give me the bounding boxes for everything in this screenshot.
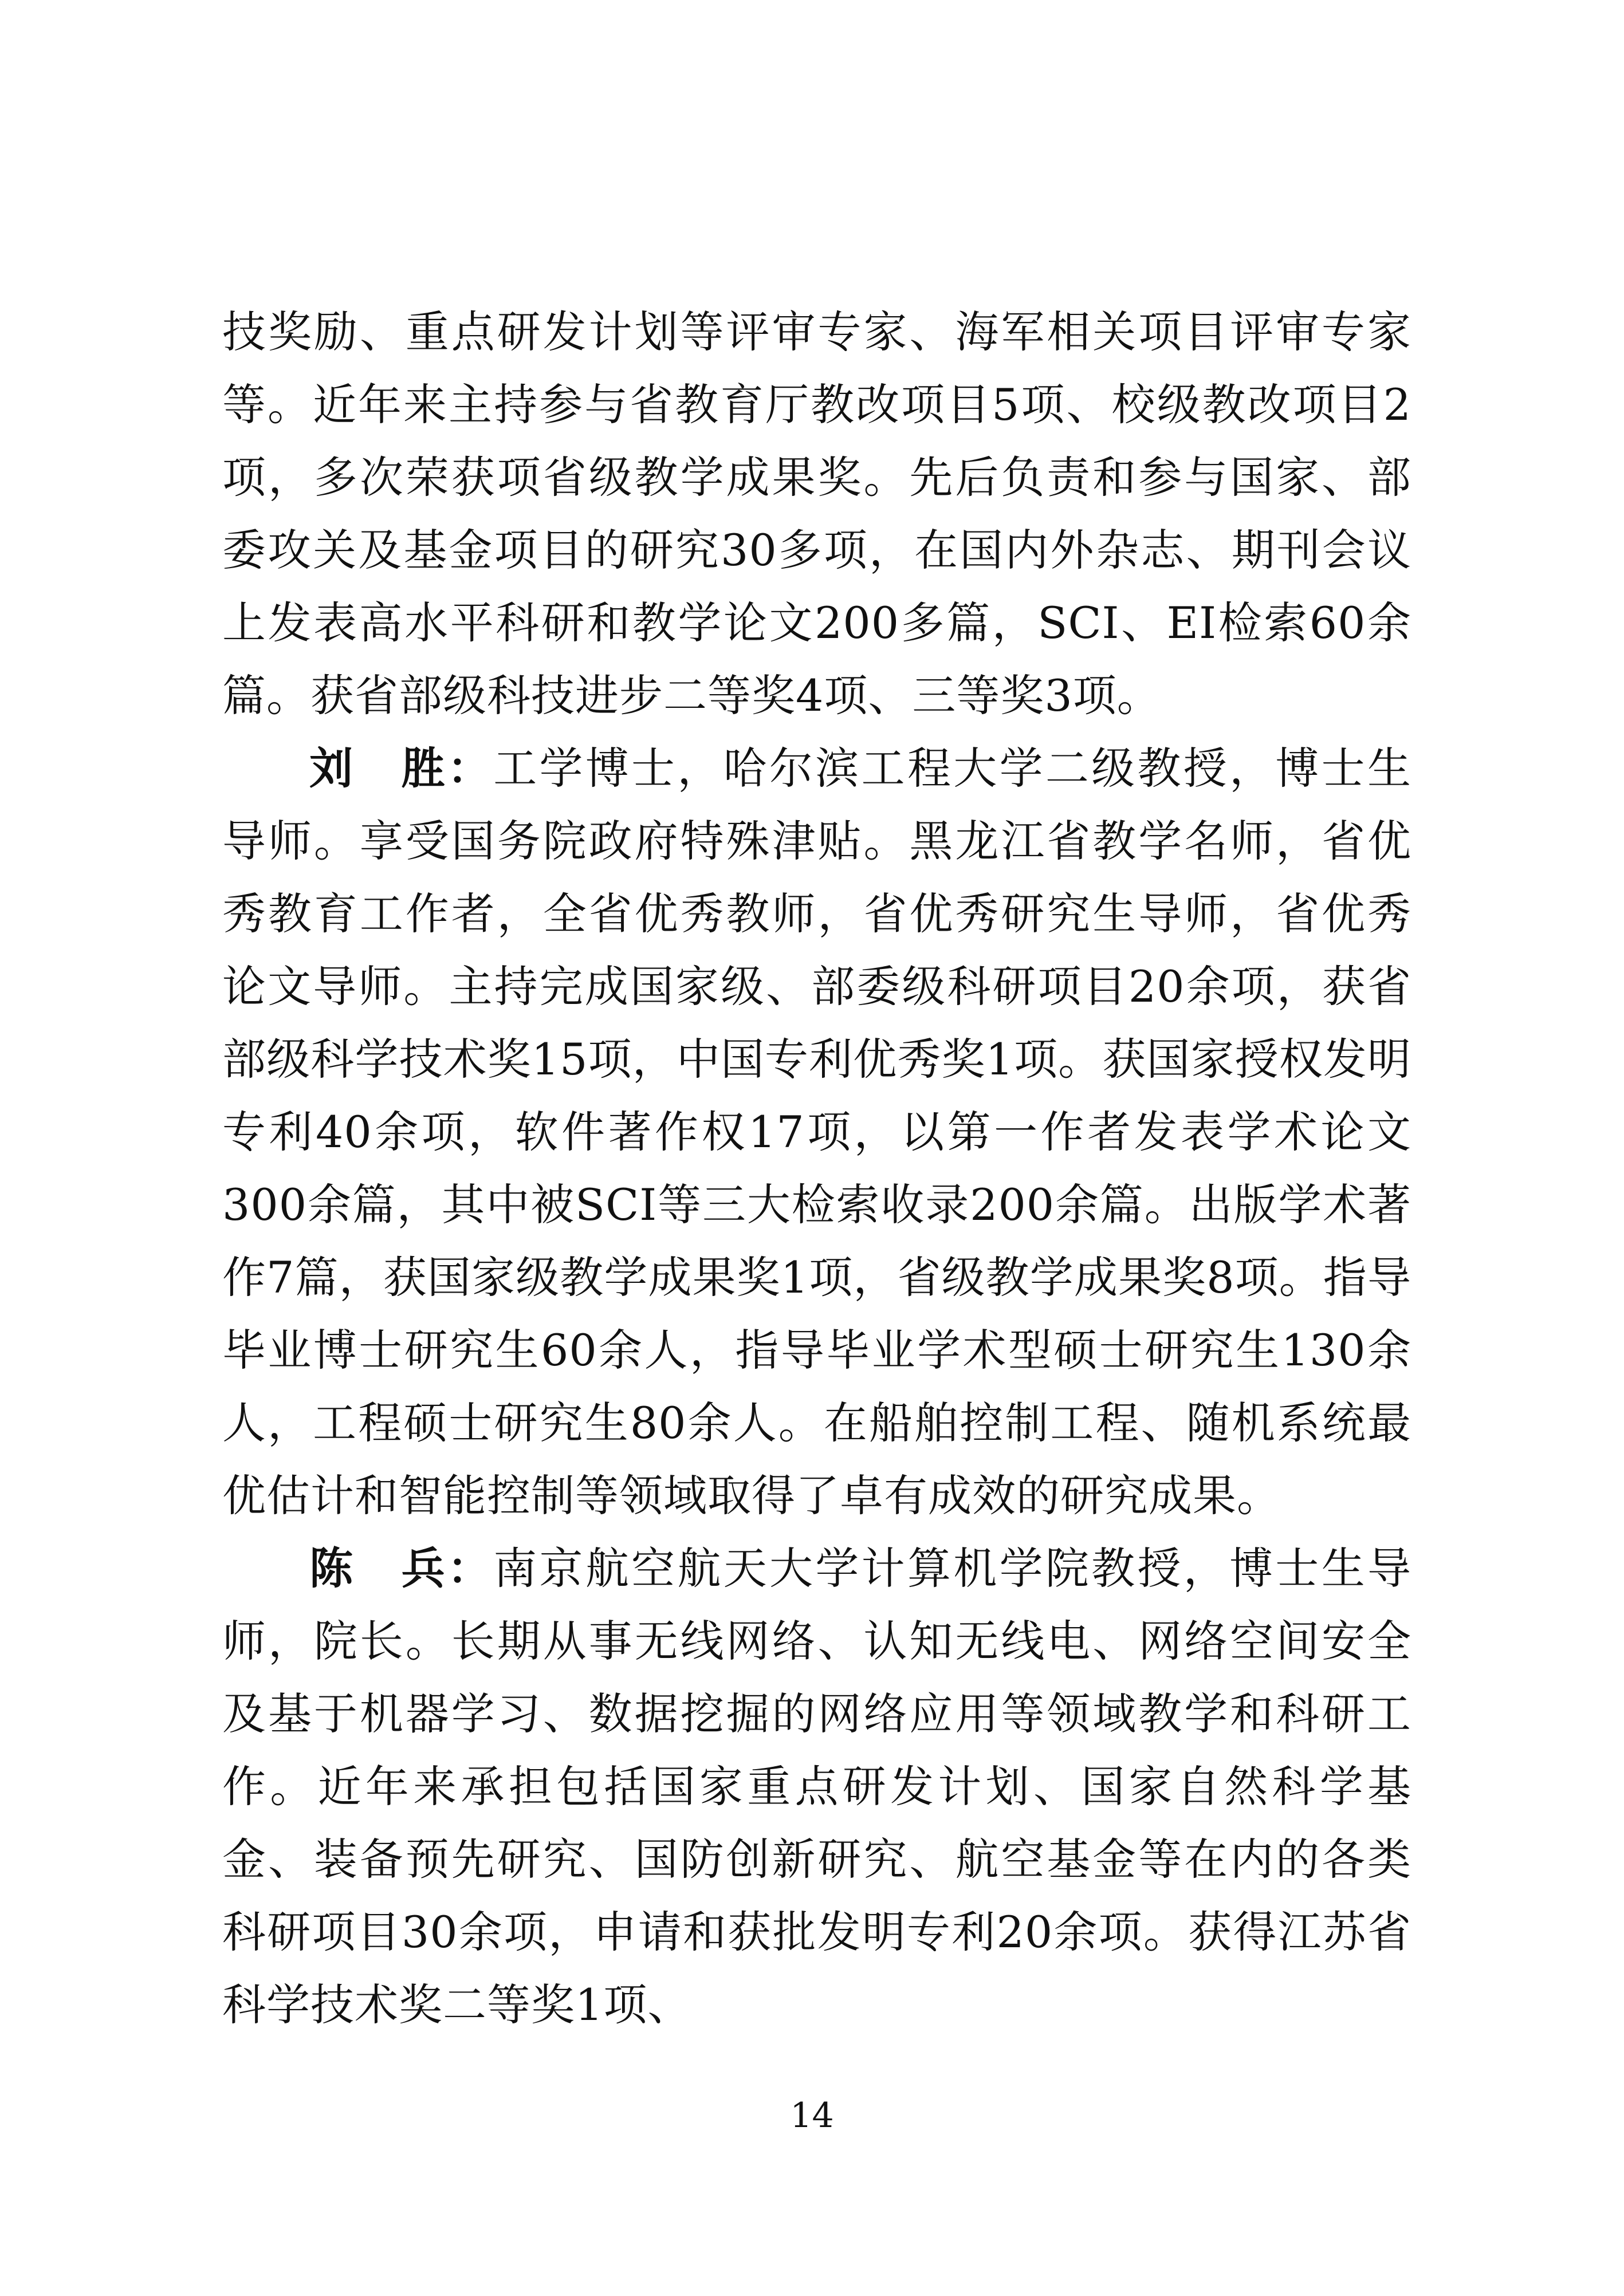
body-text [222,296,1411,2041]
person-name-chen-bing: 陈 兵： [309,1543,494,1594]
paragraph-text: 工学博士，哈尔滨工程大学二级教授，博士生导师。享受国务院政府特殊津贴。黑龙江省教学名师，省优秀教育工作者，全省优秀教师，省优秀研究生导师，省优秀论文导师。主持完成国家级、部委级科研项目20余项，获省部级科学技术奖15项，中国专利优秀奖1项。获国家授权发明专利40余项，软件著作权17项，以第一作者发表学术论文300余篇，其中被SCI等三大检索收录200余篇。出版学术著作7篇，获国家级教学成果奖1项，省级教学成果奖8项。指导毕业博士研究生60余人，指导毕业学术型硕士研究生130余人，工程硕士研究生80余人。在船舶控制工程、随机系统最优估计和智能控制等领域取得了卓有成效的研究成果。 [222,743,1412,1521]
person-name-liu-sheng: 刘 胜： [309,743,494,794]
paragraph-continuation [222,296,1411,732]
paragraph-text: 技奖励、重点研发计划等评审专家、海军相关项目评审专家等。近年来主持参与省教育厅教改项目5项、校级教改项目2项，多次荣获项省级教学成果奖。先后负责和参与国家、部委攻关及基金项目的研究30多项，在国内外杂志、期刊会议上发表高水平科研和教学论文200多篇，SCI、EI检索60余篇。获省部级科技进步二等奖4项、三等奖3项。 [222,306,1411,721]
paragraph-liu-sheng [222,732,1411,1532]
paragraph-text: 南京航空航天大学计算机学院教授，博士生导师，院长。长期从事无线网络、认知无线电、网络空间安全及基于机器学习、数据挖掘的网络应用等领域教学和科研工作。近年来承担包括国家重点研发计划、国家自然科学基金、装备预先研究、国防创新研究、航空基金等在内的各类科研项目30余项，申请和获批发明专利20余项。获得江苏省科学技术奖二等奖1项、 [222,1543,1412,2030]
paragraph-chen-bing [222,1532,1411,2041]
page-number: 14 [790,2096,834,2136]
